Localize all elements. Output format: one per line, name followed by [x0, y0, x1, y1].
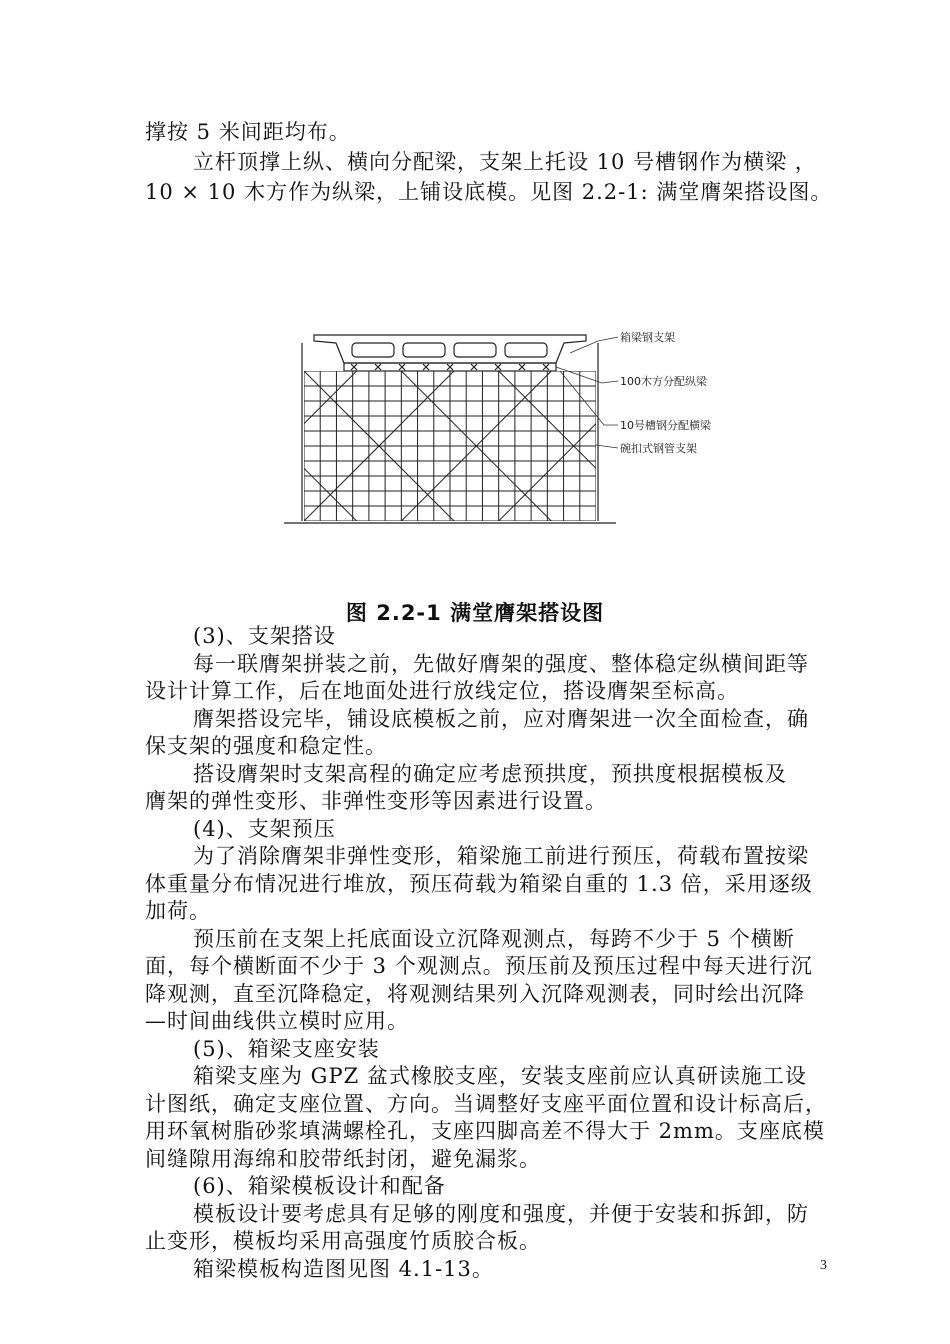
leader-line: [596, 445, 618, 448]
box-cell: [352, 343, 394, 357]
text-line: (3)、支架搭设: [193, 624, 336, 648]
text-line: 保支架的强度和稳定性。: [145, 734, 387, 758]
text-line: 为了消除膺架非弹性变形，箱梁施工前进行预压，荷载布置按梁: [193, 844, 809, 868]
text-line: 间缝隙用海绵和胶带纸封闭，避免漏浆。: [145, 1146, 541, 1171]
text-line: 止变形，模板均采用高强度竹质胶合板。: [145, 1229, 541, 1253]
text-line: 箱梁模板构造图见图 4.1-13。: [193, 1256, 494, 1281]
text-line: 膺架的弹性变形、非弹性变形等因素进行设置。: [145, 789, 607, 813]
text-line: 膺架搭设完毕，铺设底模板之前，应对膺架进一次全面检查，确: [193, 706, 809, 731]
figure-caption: 图 2.2-1 满堂膺架搭设图: [345, 601, 605, 625]
text-line: 面，每个横断面不少于 3 个观测点。预压前及预压过程中每天进行沉: [145, 954, 813, 978]
text-line: 体重量分布情况进行堆放，预压荷载为箱梁自重的 1.3 倍，采用逐级: [145, 871, 813, 896]
page-number: 3: [820, 1258, 827, 1273]
diagonal-brace: [693, 371, 760, 521]
text-line: 模板设计要考虑具有足够的刚度和强度，并便于安装和拆卸，防: [193, 1201, 809, 1226]
box-cell: [403, 343, 445, 357]
text-line: 箱梁支座为 GPZ 盆式橡胶支座，安装支座前应认真研读施工设: [193, 1064, 807, 1088]
text-line: 撑按 5 米间距均布。: [145, 120, 351, 144]
text-line: 预压前在支架上托底面设立沉降观测点，每跨不少于 5 个横断: [193, 926, 795, 951]
leader-line: [556, 367, 618, 383]
text-line: 立杆顶撑上纵、横向分配梁，支架上托设 10 号槽钢作为横梁 ，: [193, 150, 817, 174]
label-channel-steel: 10号槽钢分配横梁: [620, 419, 711, 432]
leader-line: [570, 337, 618, 353]
label-timber-beam: 100木方分配纵梁: [620, 375, 707, 388]
box-cell: [454, 343, 496, 357]
text-line: 搭设膺架时支架高程的确定应考虑预拱度，预拱度根据模板及: [193, 761, 787, 786]
label-bowl-buckle-scaffold: 碗扣式钢管支架: [620, 442, 697, 455]
text-line: 降观测，直至沉降稳定，将观测结果列入沉降观测表，同时绘出沉降: [145, 981, 805, 1006]
text-line: 加荷。: [145, 899, 211, 923]
scaffold-figure: [280, 325, 760, 535]
text-line: (4)、支架预压: [193, 816, 336, 841]
text-line: 每一联膺架拼装之前，先做好膺架的强度、整体稳定纵横间距等: [193, 651, 809, 676]
text-line: 10 × 10 木方作为纵梁，上铺设底模。见图 2.2-1: 满堂膺架搭设图。: [145, 180, 833, 204]
text-line: 用环氧树脂砂浆填满螺栓孔，支座四脚高差不得大于 2mm。支座底模: [145, 1119, 825, 1143]
text-line: (6)、箱梁模板设计和配备: [193, 1174, 446, 1198]
text-line: (5)、箱梁支座安装: [193, 1036, 380, 1061]
text-line: 计图纸，确定支座位置、方向。当调整好支座平面位置和设计标高后，: [145, 1091, 827, 1116]
leader-line: [560, 371, 618, 425]
text-line: 设计计算工作，后在地面处进行放线定位，搭设膺架至标高。: [145, 679, 739, 703]
diagonal-brace: [693, 371, 760, 521]
label-box-girder-support: 箱梁钢支架: [620, 331, 675, 344]
box-girder: [314, 335, 586, 363]
text-line: —时间曲线供立模时应用。: [145, 1009, 409, 1033]
box-cell: [505, 343, 547, 357]
